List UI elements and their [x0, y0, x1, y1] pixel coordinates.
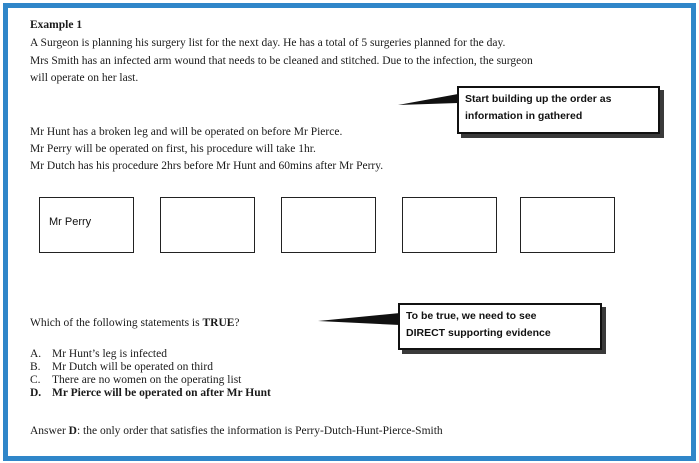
answer-line	[30, 424, 443, 438]
question-emphasis: TRUE	[202, 317, 235, 329]
option-b	[30, 361, 213, 373]
callout-order-line-2: information in gathered	[465, 110, 583, 122]
option-c-letter: C.	[30, 374, 41, 386]
option-b-letter: B.	[30, 361, 41, 373]
callout-true-hint	[398, 303, 602, 350]
clue-line-2: Mr Perry will be operated on first, his procedure will take 1hr.	[30, 143, 316, 155]
option-c-text: There are no women on the operating list	[52, 374, 242, 386]
question-prefix: Which of the following statements is	[30, 317, 203, 329]
option-d	[30, 387, 271, 399]
question-suffix: ?	[234, 317, 240, 329]
option-a-text: Mr Hunt’s leg is infected	[52, 348, 167, 360]
callout-true-line-2: DIRECT supporting evidence	[406, 327, 551, 339]
intro-line-3: will operate on her last.	[30, 72, 139, 84]
order-slot-1-label: Mr Perry	[49, 216, 92, 228]
answer-text: : the only order that satisfies the information is Perry-Dutch-Hunt-Pierce-Smith	[76, 425, 443, 437]
intro-line-2: Mrs Smith has an infected arm wound that needs to be cleaned and stitched. Due to the infection, the surgeon	[30, 55, 533, 67]
answer-prefix: Answer	[30, 425, 69, 437]
clue-line-1: Mr Hunt has a broken leg and will be operated on before Mr Pierce.	[30, 126, 343, 138]
answer-letter: D	[68, 425, 77, 437]
option-b-text: Mr Dutch will be operated on third	[52, 361, 213, 373]
clue-line-3: Mr Dutch has his procedure 2hrs before Mr Hunt and 60mins after Mr Perry.	[30, 160, 384, 172]
option-a-letter: A.	[30, 348, 42, 360]
intro-line-1: A Surgeon is planning his surgery list for the next day. He has a total of 5 surgeries planned for the day.	[30, 37, 506, 49]
callout-order-line-1: Start building up the order as	[465, 93, 612, 105]
option-d-letter: D.	[30, 387, 42, 399]
option-c	[30, 374, 241, 386]
example-title: Example 1	[30, 19, 83, 31]
option-a	[30, 348, 167, 360]
option-d-text: Mr Pierce will be operated on after Mr Hunt	[52, 387, 271, 399]
callout-true-line-1: To be true, we need to see	[406, 310, 537, 322]
